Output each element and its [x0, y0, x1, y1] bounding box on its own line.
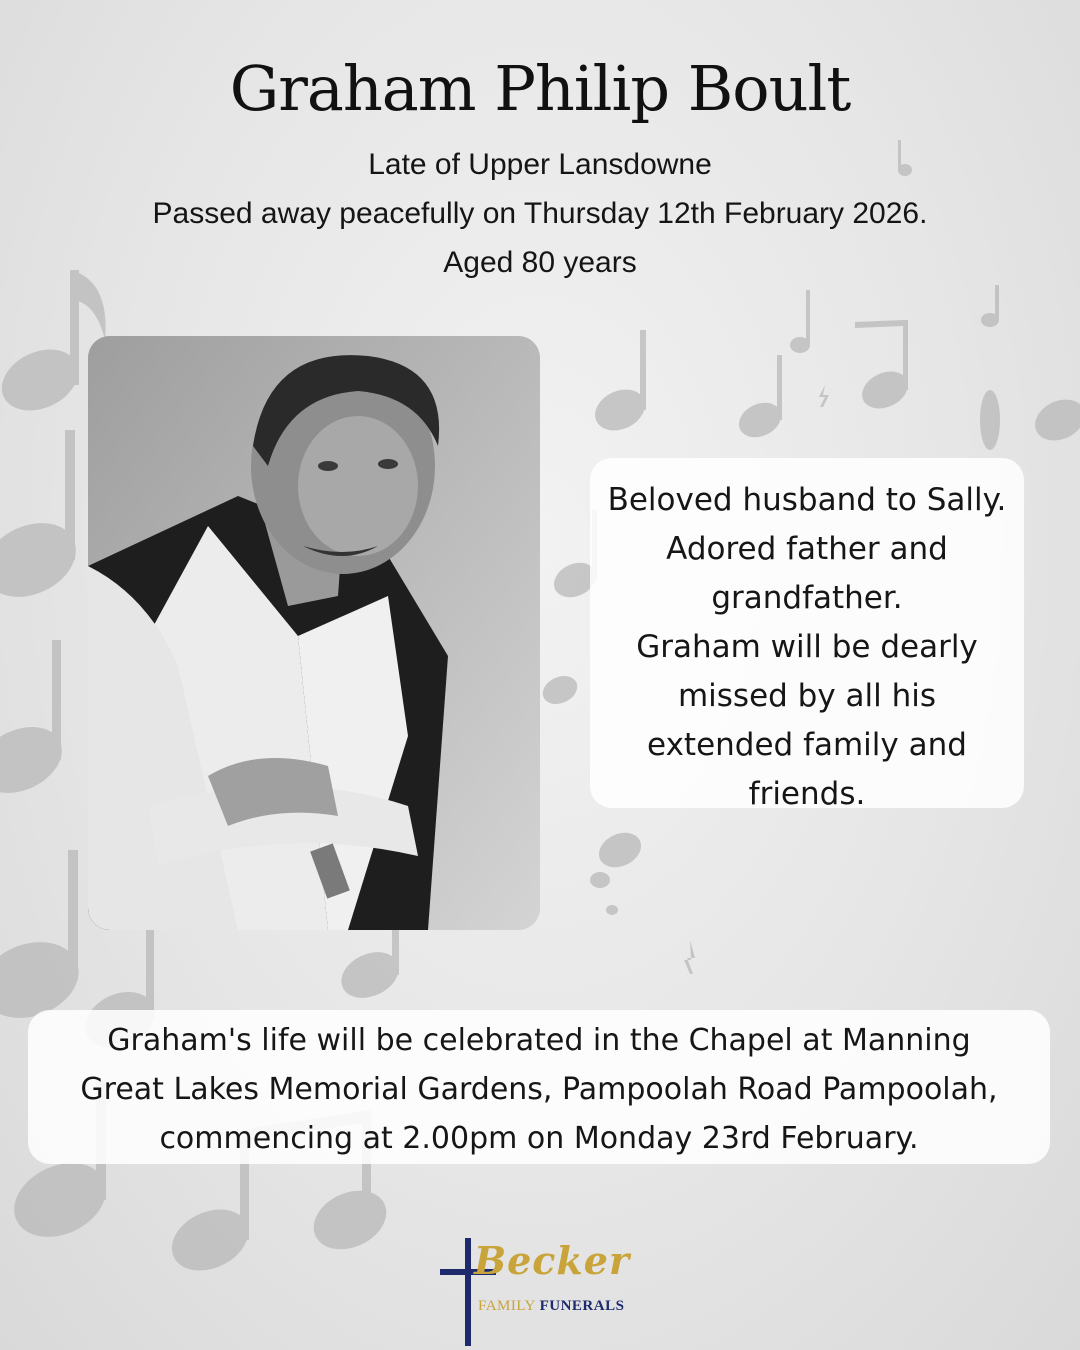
portrait-photo — [88, 336, 540, 930]
tribute-line: Graham will be dearly — [636, 629, 978, 665]
tribute-line: friends. — [748, 776, 866, 812]
service-line: commencing at 2.00pm on Monday 23rd February. — [159, 1121, 919, 1156]
tribute-line: missed by all his — [677, 678, 937, 714]
logo-sub-family: FAMILY — [478, 1298, 536, 1314]
tribute-line: Beloved husband to Sally. — [607, 482, 1007, 518]
tribute-line: extended family and — [647, 727, 967, 763]
tribute-panel — [590, 458, 1024, 812]
service-text — [28, 1016, 1050, 1163]
service-line: Graham's life will be celebrated in the Chapel at Manning — [107, 1023, 971, 1058]
residence-line: Late of Upper Lansdowne — [368, 148, 712, 181]
tribute-line: grandfather. — [711, 580, 903, 616]
service-panel — [28, 1010, 1050, 1164]
logo-sub-funerals: FUNERALS — [539, 1298, 625, 1314]
cross-icon — [465, 1238, 471, 1346]
service-line: Great Lakes Memorial Gardens, Pampoolah Road Pampoolah, — [80, 1072, 998, 1107]
tribute-text — [580, 476, 1034, 819]
becker-family-funerals-logo — [438, 1236, 638, 1346]
logo-subtitle — [478, 1298, 624, 1315]
tribute-line: Adored father and — [666, 531, 948, 567]
age-line: Aged 80 years — [443, 246, 637, 279]
logo-name: Becker — [474, 1238, 630, 1283]
deceased-name: Graham Philip Boult — [229, 52, 851, 125]
passing-line: Passed away peacefully on Thursday 12th February 2026. — [152, 197, 928, 230]
